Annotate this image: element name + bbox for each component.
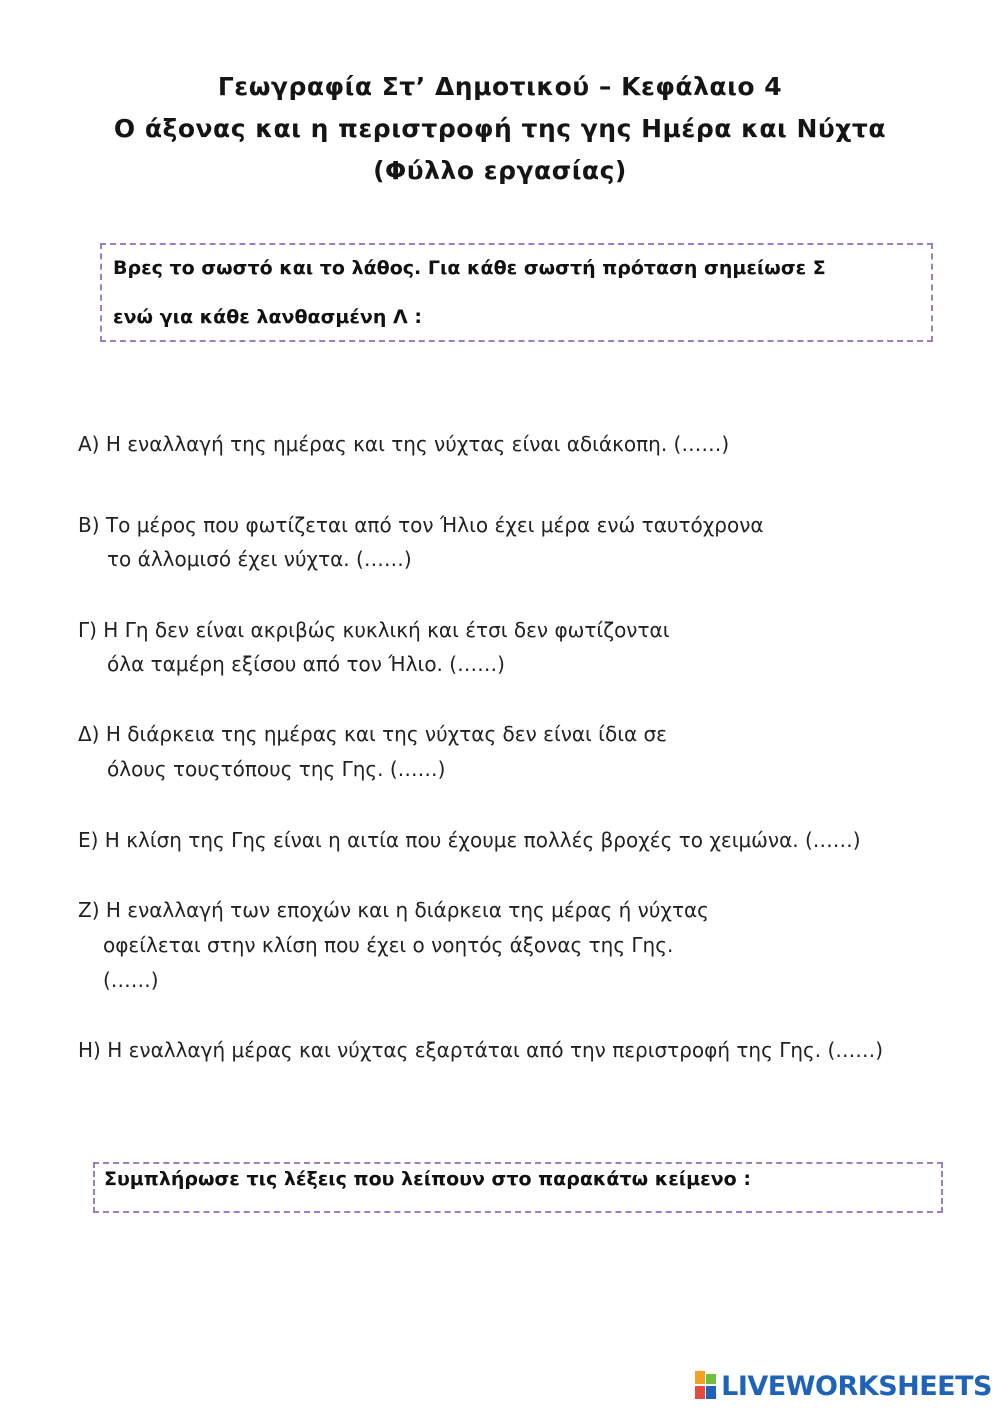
question-c-line2: όλα ταμέρη εξίσου από τον Ήλιο. (……) (107, 652, 505, 676)
question-e: Ε) Η κλίση της Γης είναι η αιτία που έχουμε πολλές βροχές το χειμώνα. (……) (78, 828, 861, 852)
question-z-line2: οφείλεται στην κλίση που έχει ο νοητός άξονας της Γης. (103, 933, 674, 957)
instruction-true-false-line2: ενώ για κάθε λανθασμένη Λ : (113, 306, 422, 328)
question-z-line1: Ζ) Η εναλλαγή των εποχών και η διάρκεια της μέρας ή νύχτας (78, 898, 709, 922)
question-a: Α) Η εναλλαγή της ημέρας και της νύχτας είναι αδιάκοπη. (……) (78, 432, 730, 456)
question-h: Η) Η εναλλαγή μέρας και νύχτας εξαρτάται από την περιστροφή της Γης. (……) (78, 1038, 884, 1062)
question-c-line1: Γ) Η Γη δεν είναι ακριβώς κυκλική και έτσι δεν φωτίζονται (78, 618, 670, 642)
logo-text-worksheets: WORKSHEETS (785, 1370, 992, 1402)
question-d-line2: όλους τουςτόπους της Γης. (……) (107, 757, 446, 781)
question-b-line1: Β) Το μέρος που φωτίζεται από τον Ήλιο έχει μέρα ενώ ταυτόχρονα (78, 513, 764, 537)
question-b-line2: το άλλομισό έχει νύχτα. (……) (107, 547, 412, 571)
worksheet-type: (Φύλλο εργασίας) (373, 156, 627, 185)
logo-text-live: LIVE (721, 1370, 786, 1402)
instruction-true-false-line1: Βρες το σωστό και το λάθος. Για κάθε σωστή πρόταση σημείωσε Σ (113, 257, 826, 279)
worksheet-title: Γεωγραφία Στ’ Δημοτικού – Κεφάλαιο 4 (217, 72, 783, 101)
question-z-line3: (……) (103, 968, 159, 992)
liveworksheets-logo[interactable] (695, 1370, 992, 1402)
liveworksheets-logo-icon (695, 1371, 717, 1401)
question-d-line1: Δ) Η διάρκεια της ημέρας και της νύχτας δεν είναι ίδια σε (78, 722, 667, 746)
instruction-fill-in: Συμπλήρωσε τις λέξεις που λείπουν στο παρακάτω κείμενο : (104, 1168, 751, 1190)
worksheet-subtitle: Ο άξονας και η περιστροφή της γης Ημέρα και Νύχτα (113, 114, 887, 143)
